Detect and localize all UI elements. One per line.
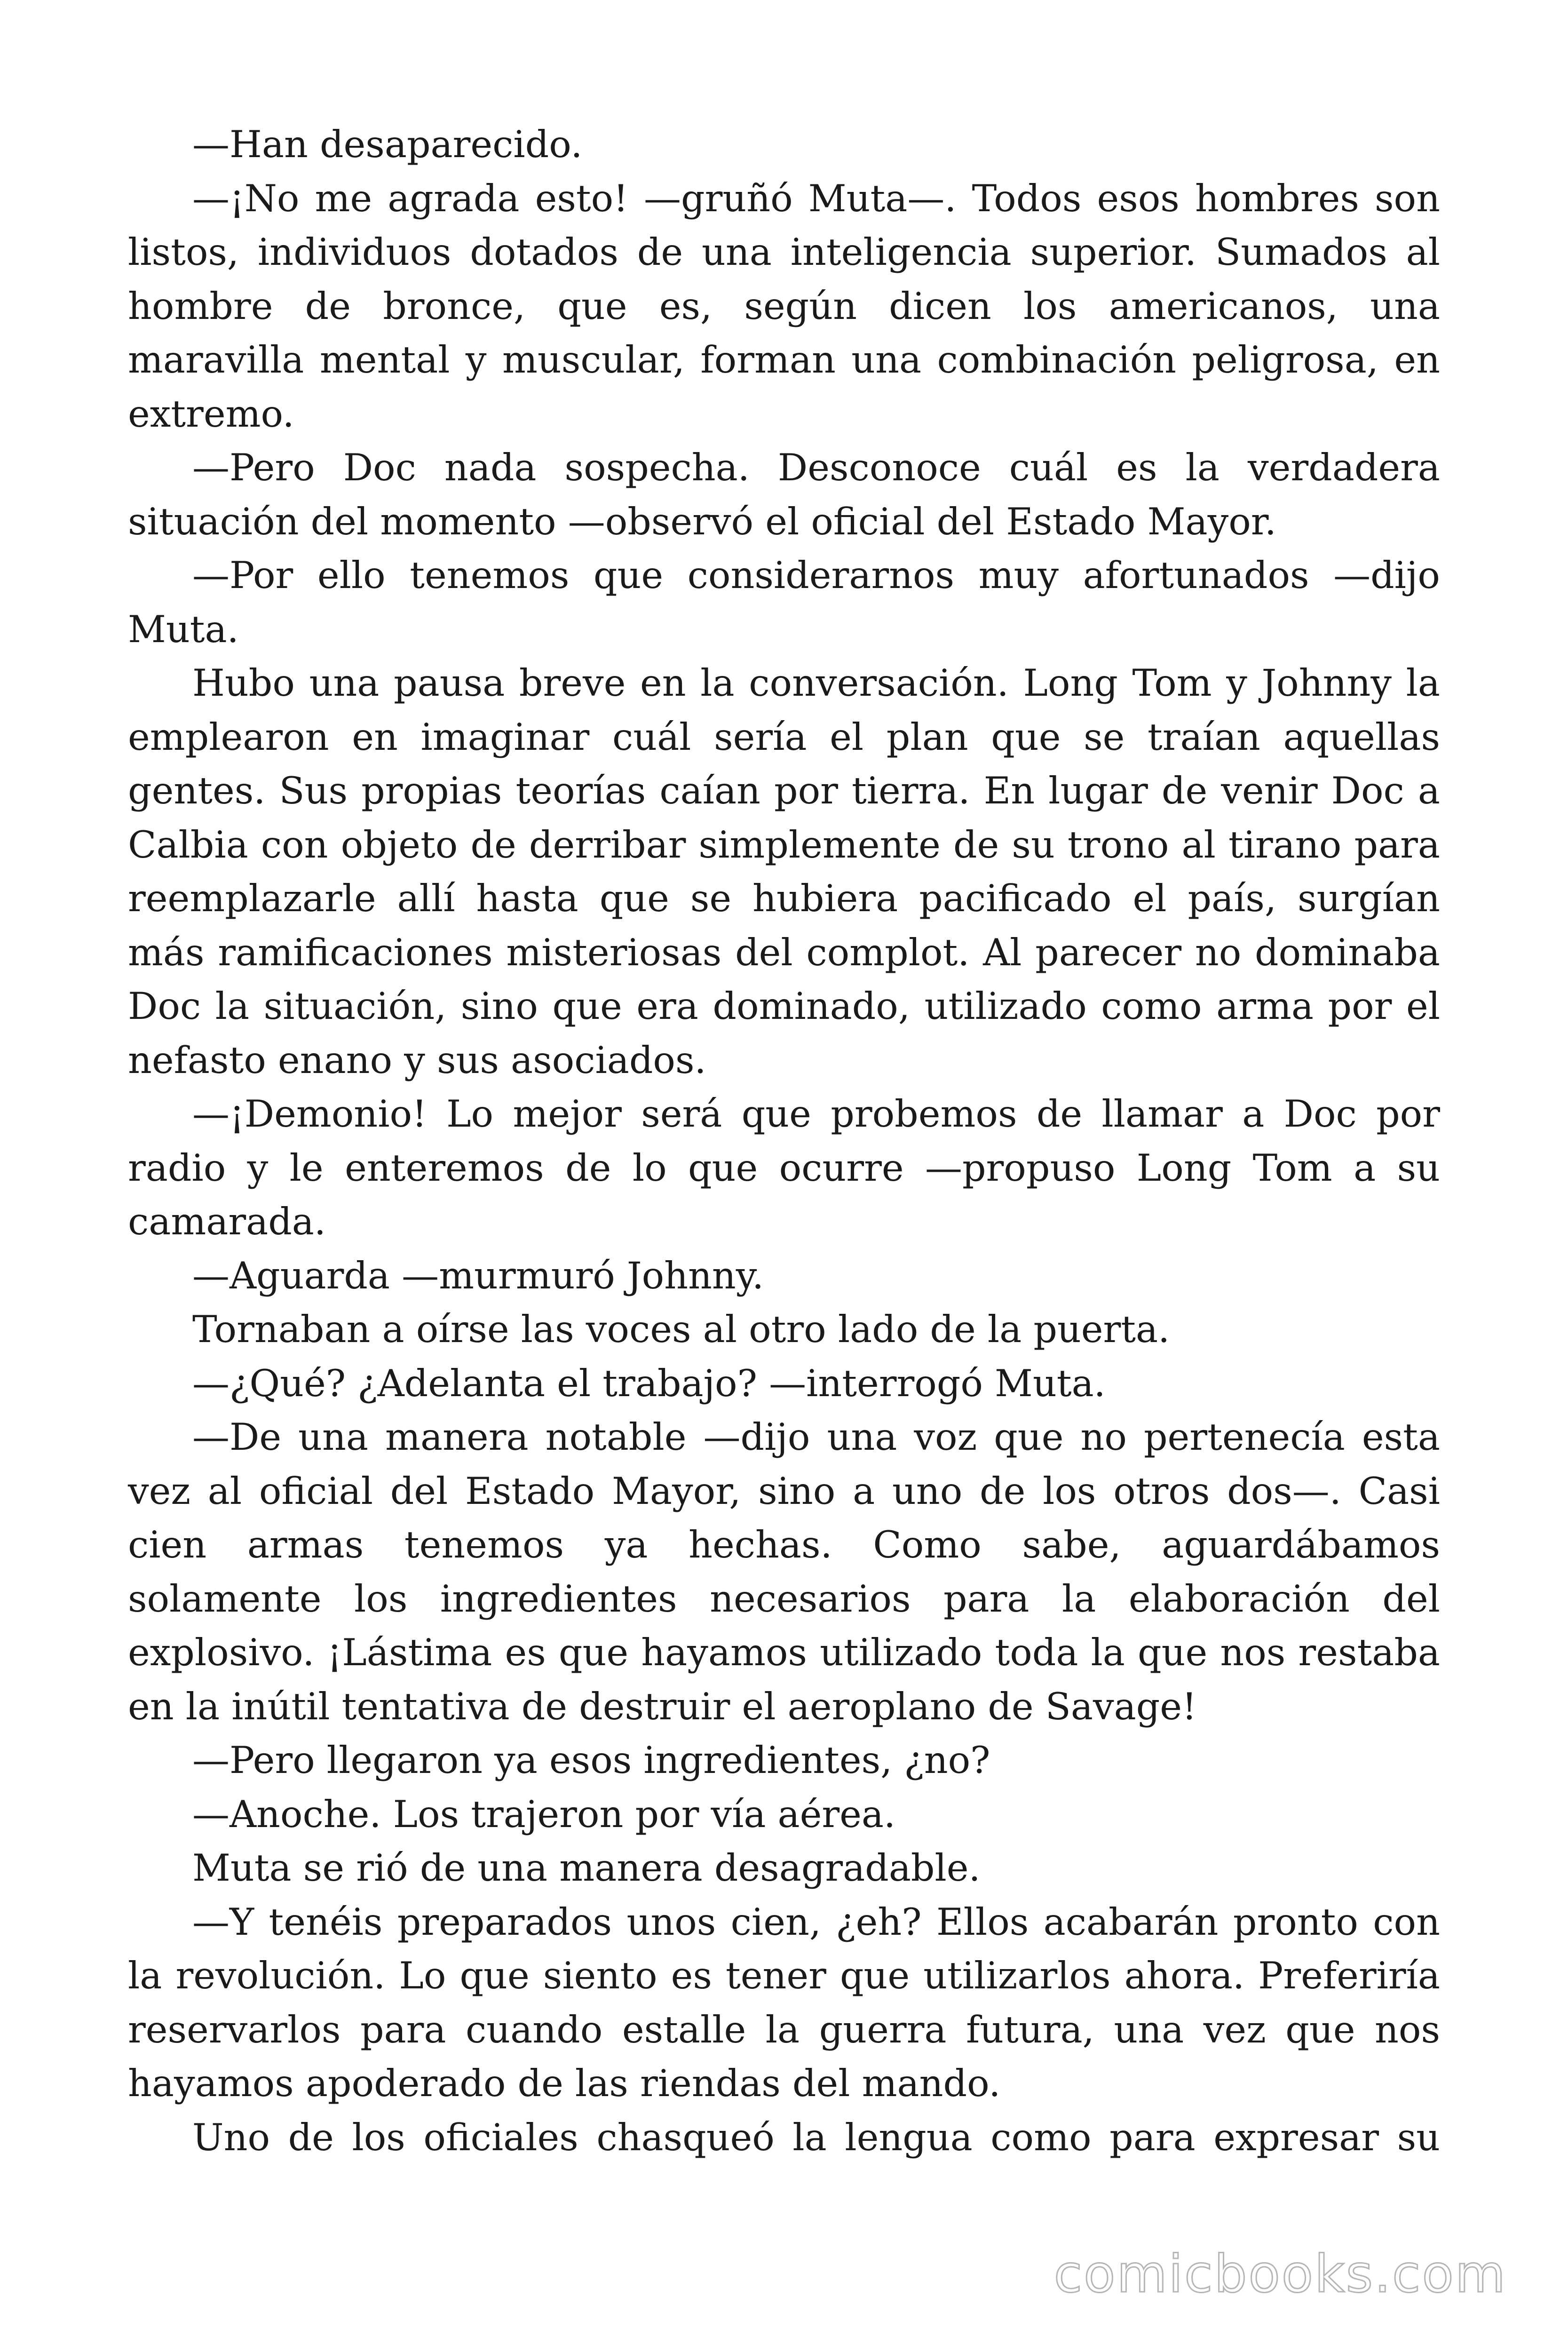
paragraph: —Y tenéis preparados unos cien, ¿eh? Ellos acabarán pronto con la revolución. Lo que siento es tener que utilizarlos ahora. Preferiría reservarlos para cuando estalle la guerra futura, una vez que nos hayamos apoderado de las riendas del mando. xyxy=(128,1900,1440,2105)
page-body xyxy=(128,118,1440,2164)
paragraph: —Pero llegaron ya esos ingredientes, ¿no? xyxy=(192,1739,990,1782)
paragraph: —Por ello tenemos que considerarnos muy afortunados —dijo Muta. xyxy=(128,554,1440,651)
paragraph: —Han desaparecido. xyxy=(192,123,583,166)
paragraph: —¡No me agrada esto! —gruñó Muta—. Todos esos hombres son listos, individuos dotados de una inteligencia superior. Sumados al hombre de bronce, que es, según dicen los americanos, una maravilla mental y muscular, forman una combinación peligrosa, en extremo. xyxy=(128,176,1440,436)
paragraph: —¿Qué? ¿Adelanta el trabajo? —interrogó Muta. xyxy=(192,1361,1106,1405)
paragraph: —De una manera notable —dijo una voz que no pertenecía esta vez al oficial del Estado Mayor, sino a uno de los otros dos—. Casi cien armas tenemos ya hechas. Como sabe, aguardábamos solamente los ingredientes necesarios para la elaboración del explosivo. ¡Lástima es que hayamos utilizado toda la que nos restaba en la inútil tentativa de destruir el aeroplano de Savage! xyxy=(128,1415,1440,1728)
paragraph: Hubo una pausa breve en la conversación. Long Tom y Johnny la emplearon en imaginar cuál sería el plan que se traían aquellas gentes. Sus propias teorías caían por tierra. En lugar de venir Doc a Calbia con objeto de derribar simplemente de su trono al tirano para reemplazarle allí hasta que se hubiera pacificado el país, surgían más ramificaciones misteriosas del complot. Al parecer no dominaba Doc la situación, sino que era dominado, utilizado como arma por el nefasto enano y sus asociados. xyxy=(128,661,1440,1082)
paragraph: Tornaban a oírse las voces al otro lado de la puerta. xyxy=(192,1308,1170,1351)
paragraph: Uno de los oficiales chasqueó la lengua como para expresar su xyxy=(192,2115,1440,2159)
paragraph: Muta se rió de una manera desagradable. xyxy=(192,1846,981,1890)
paragraph: —Anoche. Los trajeron por vía aérea. xyxy=(192,1792,896,1836)
paragraph: —¡Demonio! Lo mejor será que probemos de llamar a Doc por radio y le enteremos de lo que ocurre —propuso Long Tom a su camarada. xyxy=(128,1092,1440,1243)
paragraph: —Aguarda —murmuró Johnny. xyxy=(192,1254,764,1297)
paragraph: —Pero Doc nada sospecha. Desconoce cuál es la verdadera situación del momento —observó el oficial del Estado Mayor. xyxy=(128,446,1440,543)
watermark-logo: comicbooks.com xyxy=(1053,2244,1507,2304)
